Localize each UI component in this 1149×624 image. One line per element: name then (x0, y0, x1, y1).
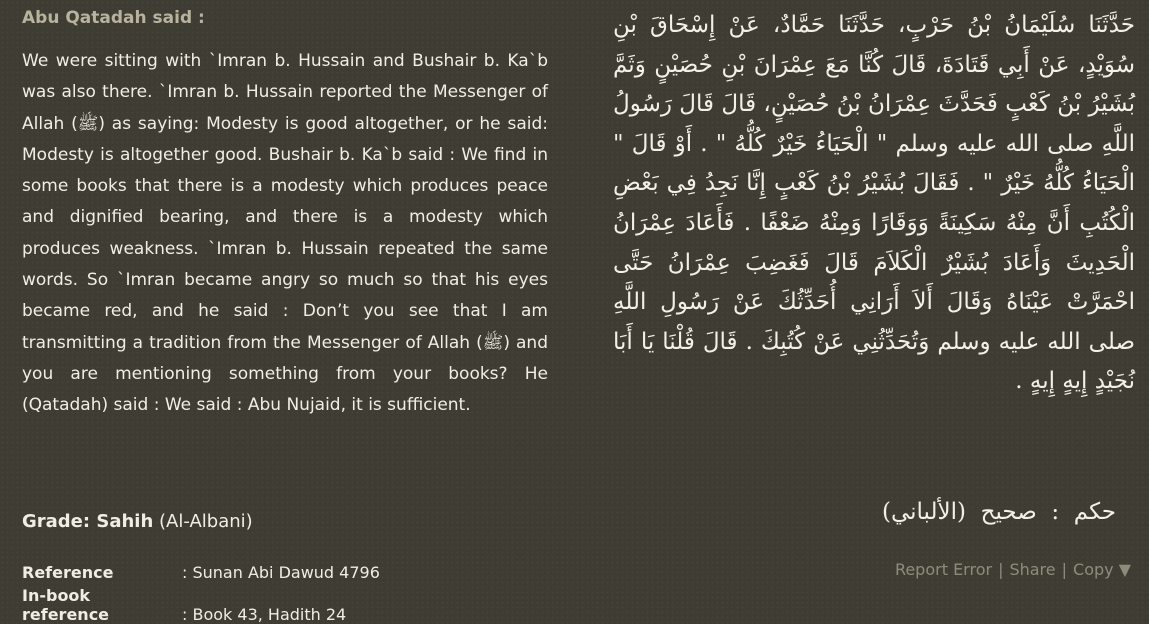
in-book-reference-row (22, 586, 346, 624)
grade-arabic-label: حكم (1073, 499, 1116, 525)
hadith-arabic-text: حَدَّثَنَا سُلَيْمَانُ بْنُ حَرْبٍ، حَدَّثَنَا حَمَّادٌ، عَنْ إِسْحَاقَ بْنِ سُوَيْدٍ، عَنْ أَبِي قَتَادَةَ، قَالَ كُنَّا مَعَ عِمْرَانَ بْنِ حُصَيْنٍ وَثَمَّ بُشَيْرُ بْنُ كَعْبٍ فَحَدَّثَ عِمْرَانُ بْنُ حُصَيْنٍ، قَالَ قَالَ رَسُولُ اللَّهِ صلى الله عليه وسلم " الْحَيَاءُ خَيْرٌ كُلُّهُ " . أَوْ قَالَ " الْحَيَاءُ كُلُّهُ خَيْرٌ " . فَقَالَ بُشَيْرُ بْنُ كَعْبٍ إِنَّا نَجِدُ فِي بَعْضِ الْكُتُبِ أَنَّ مِنْهُ سَكِينَةً وَوَقَارًا وَمِنْهُ ضَعْفًا . فَأَعَادَ عِمْرَانُ الْحَدِيثَ وَأَعَادَ بُشَيْرٌ الْكَلاَمَ قَالَ فَغَضِبَ عِمْرَانُ حَتَّى احْمَرَّتْ عَيْنَاهُ وَقَالَ أَلاَ أَرَانِي أُحَدِّثُكَ عَنْ رَسُولِ اللَّهِ صلى الله عليه وسلم وَتُحَدِّثُنِي عَنْ كُتُبِكَ . قَالَ قُلْنَا يَا أَبَا نُجَيْدٍ إِيهٍ إِيهٍ . (613, 12, 1135, 395)
reference-label: Reference (22, 563, 114, 582)
grade-english: Grade: Sahih (Al-Albani) (22, 511, 253, 532)
in-book-reference-value: : Book 43, Hadith 24 (182, 605, 347, 624)
grade-source: (Al-Albani) (159, 511, 253, 532)
share-link[interactable]: Share (1009, 560, 1056, 579)
copy-dropdown-link[interactable]: Copy ▼ (1073, 560, 1131, 579)
narrator-heading: Abu Qatadah said : (22, 8, 205, 28)
grade-arabic-value: صحيح (980, 499, 1037, 525)
english-text-panel (22, 8, 548, 422)
reference-value: : Sunan Abi Dawud 4796 (182, 563, 380, 582)
grade-arabic-separator: : (1051, 499, 1060, 525)
grade-arabic (882, 499, 1116, 525)
hadith-actions (895, 560, 1131, 579)
action-separator: | (1061, 560, 1068, 579)
in-book-reference-label: In-book reference (22, 586, 110, 624)
action-separator: | (998, 560, 1004, 579)
report-error-link[interactable]: Report Error (894, 560, 993, 579)
grade-label: Grade (22, 511, 83, 532)
hadith-english-text: We were sitting with `Imran b. Hussain and Bushair b. Ka`b was also there. `Imran b. Hussain reported the Messenger of Allah (ﷺ) as saying: Modesty is good altogether, or he said: Modesty is altogether good. Bushair b. Ka`b said : We find in some books that there is a modesty which produces peace and dignified bearing, and there is a modesty which produces weakness. `Imran b. Hussain repeated the same words. So `Imran became angry so much so that his eyes became red, and he said : Don’t you see that I am transmitting a tradition from the Messenger of Allah (ﷺ) and you are mentioning something from your books? He (Qatadah) said : We said : Abu Nujaid, it is sufficient. (22, 51, 548, 416)
grade-arabic-source: (الألباني) (881, 499, 966, 525)
reference-row (22, 563, 380, 582)
grade-value: Sahih (96, 511, 154, 532)
